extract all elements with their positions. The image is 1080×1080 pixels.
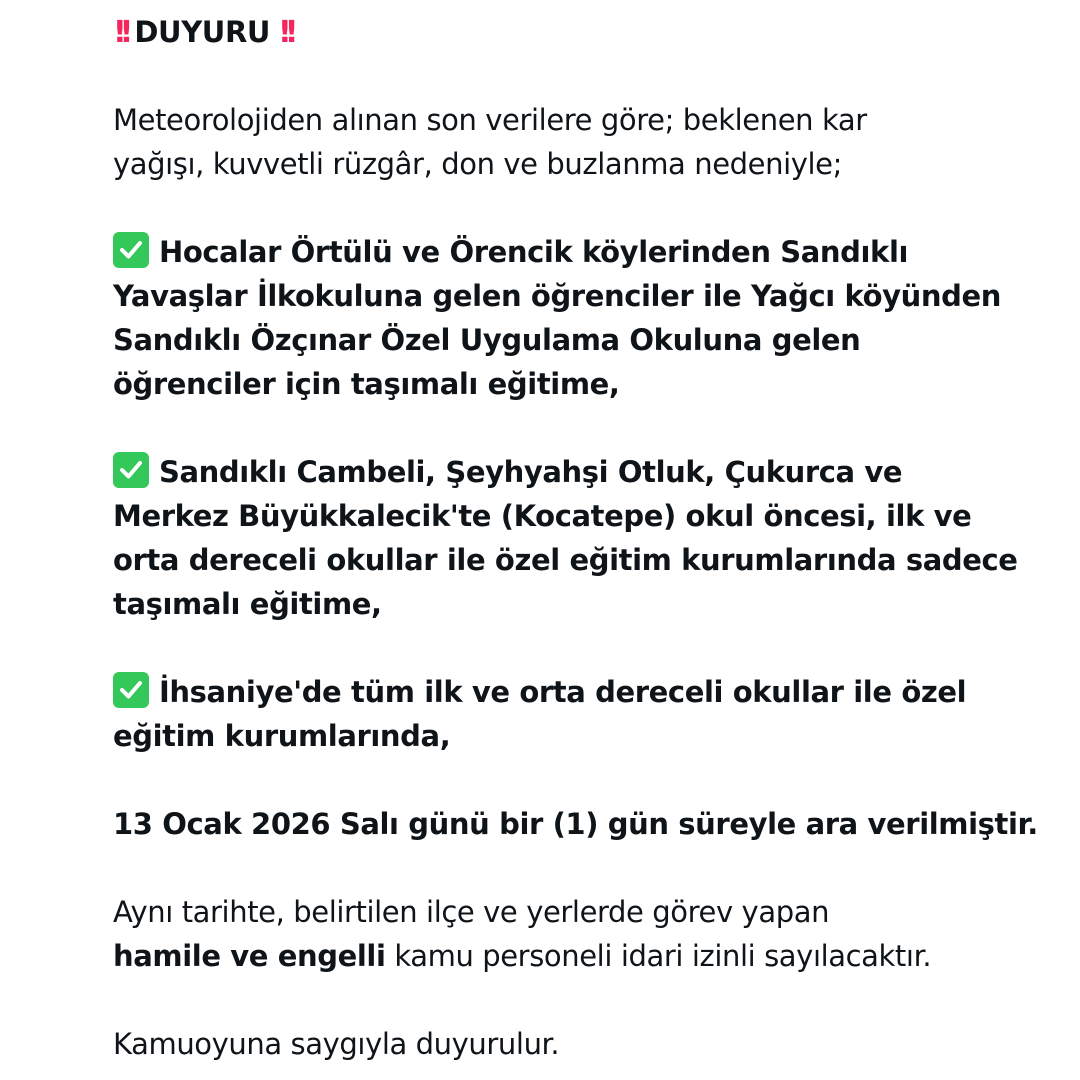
list-item-line: orta dereceli okullar ile özel eğitim kurumlarında sadece xyxy=(113,543,1018,577)
list-item-line: Merkez Büyükkalecik'te (Kocatepe) okul öncesi, ilk ve xyxy=(113,499,972,533)
list-item-text: Sandıklı Cambeli, Şeyhyahşi Otluk, Çukurca ve xyxy=(159,455,903,489)
list-item-line: eğitim kurumlarında, xyxy=(113,719,451,753)
intro-line: yağışı, kuvvetli rüzgâr, don ve buzlanma nedeniyle; xyxy=(113,147,842,181)
check-mark-button-icon xyxy=(113,672,149,708)
decision-text: 13 Ocak 2026 Salı günü bir (1) gün süreyle ara verilmiştir. xyxy=(113,807,1038,841)
list-item-line xyxy=(113,450,1013,494)
announcement-post xyxy=(113,10,1038,1066)
announcement-title: DUYURU xyxy=(134,15,271,49)
list-item-text: Hocalar Örtülü ve Örencik köylerinden Sandıklı xyxy=(159,235,909,269)
list-item-line: öğrenciler için taşımalı eğitime, xyxy=(113,367,620,401)
staff-notice-rest: kamu personeli idari izinli sayılacaktır. xyxy=(385,939,932,973)
list-item-line: Sandıklı Özçınar Özel Uygulama Okuluna gelen xyxy=(113,323,861,357)
check-mark-button-icon xyxy=(113,232,149,268)
list-item-line xyxy=(113,230,1013,274)
staff-notice-line xyxy=(113,934,1013,978)
staff-notice-emphasis: hamile ve engelli xyxy=(113,939,386,973)
announcement-title-row xyxy=(113,10,1013,54)
check-mark-button-icon xyxy=(113,452,149,488)
staff-notice-line: Aynı tarihte, belirtilen ilçe ve yerlerde görev yapan xyxy=(113,895,830,929)
list-item-text: İhsaniye'de tüm ilk ve orta dereceli okullar ile özel xyxy=(159,675,967,709)
double-exclamation-icon: !! xyxy=(278,15,292,50)
list-item-line: Yavaşlar İlkokuluna gelen öğrenciler ile Yağcı köyünden xyxy=(113,279,1001,313)
double-exclamation-icon: !! xyxy=(113,15,127,50)
list-item-line xyxy=(113,670,1013,714)
intro-line: Meteorolojiden alınan son verilere göre; beklenen kar xyxy=(113,103,867,137)
list-item-line: taşımalı eğitime, xyxy=(113,587,382,621)
closing-text: Kamuoyuna saygıyla duyurulur. xyxy=(113,1027,560,1061)
